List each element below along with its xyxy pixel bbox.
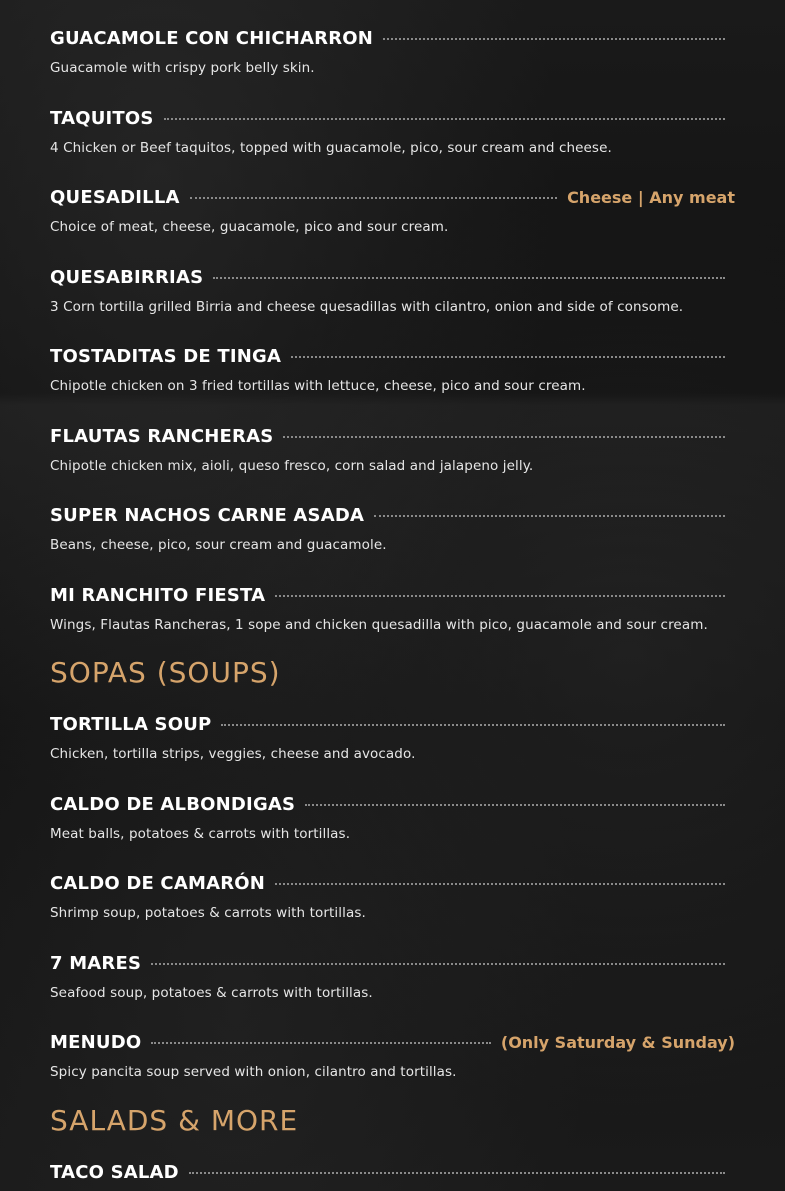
menu-item [50,710,735,762]
dotted-leader [189,1172,725,1174]
item-price: (Only Saturday & Sunday) [500,1032,735,1052]
item-name: TACO SALAD [50,1161,179,1183]
item-name: FLAUTAS RANCHERAS [50,425,274,447]
dotted-leader [190,197,557,199]
item-description: 3 Corn tortilla grilled Birria and cheese quesadillas with cilantro, onion and side of consome. [50,299,684,315]
item-name: CALDO DE CAMARÓN [50,872,266,894]
item-name: TORTILLA SOUP [50,713,212,735]
menu-item [50,1028,735,1080]
menu-item [50,949,735,1001]
item-description: Choice of meat, cheese, guacamole, pico and sour cream. [50,219,449,235]
item-name: TOSTADITAS DE TINGA [50,345,282,367]
menu-item [50,581,735,633]
item-description: Meat balls, potatoes & carrots with tortillas. [50,826,351,842]
menu-item [50,183,735,235]
item-description: Chicken, tortilla strips, veggies, cheese and avocado. [50,746,416,762]
item-name: MENUDO [50,1031,142,1053]
dotted-leader [151,1042,491,1044]
item-name: QUESADILLA [50,186,180,208]
menu-item [50,869,735,921]
item-name: TAQUITOS [50,107,154,129]
item-description: Chipotle chicken mix, aioli, queso fresco, corn salad and jalapeno jelly. [50,458,534,474]
item-name: GUACAMOLE CON CHICHARRON [50,27,374,49]
item-name: MI RANCHITO FIESTA [50,584,266,606]
item-name: SUPER NACHOS CARNE ASADA [50,504,365,526]
item-description: Shrimp soup, potatoes & carrots with tortillas. [50,905,366,921]
dotted-leader [275,883,725,885]
section-title-salads: SALADS & MORE [50,1104,299,1137]
menu-item [50,1158,735,1186]
item-description: 4 Chicken or Beef taquitos, topped with guacamole, pico, sour cream and cheese. [50,140,612,156]
dotted-leader [305,804,725,806]
item-description: Spicy pancita soup served with onion, cilantro and tortillas. [50,1064,457,1080]
item-description: Wings, Flautas Rancheras, 1 sope and chicken quesadilla with pico, guacamole and sour cream. [50,617,708,633]
menu-item [50,501,735,553]
dotted-leader [221,724,725,726]
dotted-leader [213,277,725,279]
menu-item [50,790,735,842]
item-name: 7 MARES [50,952,142,974]
dotted-leader [164,118,725,120]
menu-item [50,342,735,394]
menu-item [50,104,735,156]
dotted-leader [374,515,725,517]
menu-item [50,422,735,474]
dotted-leader [291,356,725,358]
item-description: Beans, cheese, pico, sour cream and guacamole. [50,537,387,553]
item-description: Guacamole with crispy pork belly skin. [50,60,315,76]
item-name: CALDO DE ALBONDIGAS [50,793,296,815]
section-title-soups: SOPAS (SOUPS) [50,656,281,689]
menu-item [50,263,735,315]
dotted-leader [383,38,725,40]
dotted-leader [275,595,725,597]
item-price: Cheese | Any meat [567,187,735,207]
item-name: QUESABIRRIAS [50,266,204,288]
dotted-leader [283,436,725,438]
menu-item [50,24,735,76]
item-description: Chipotle chicken on 3 fried tortillas with lettuce, cheese, pico and sour cream. [50,378,586,394]
dotted-leader [151,963,725,965]
item-description: Seafood soup, potatoes & carrots with tortillas. [50,985,373,1001]
